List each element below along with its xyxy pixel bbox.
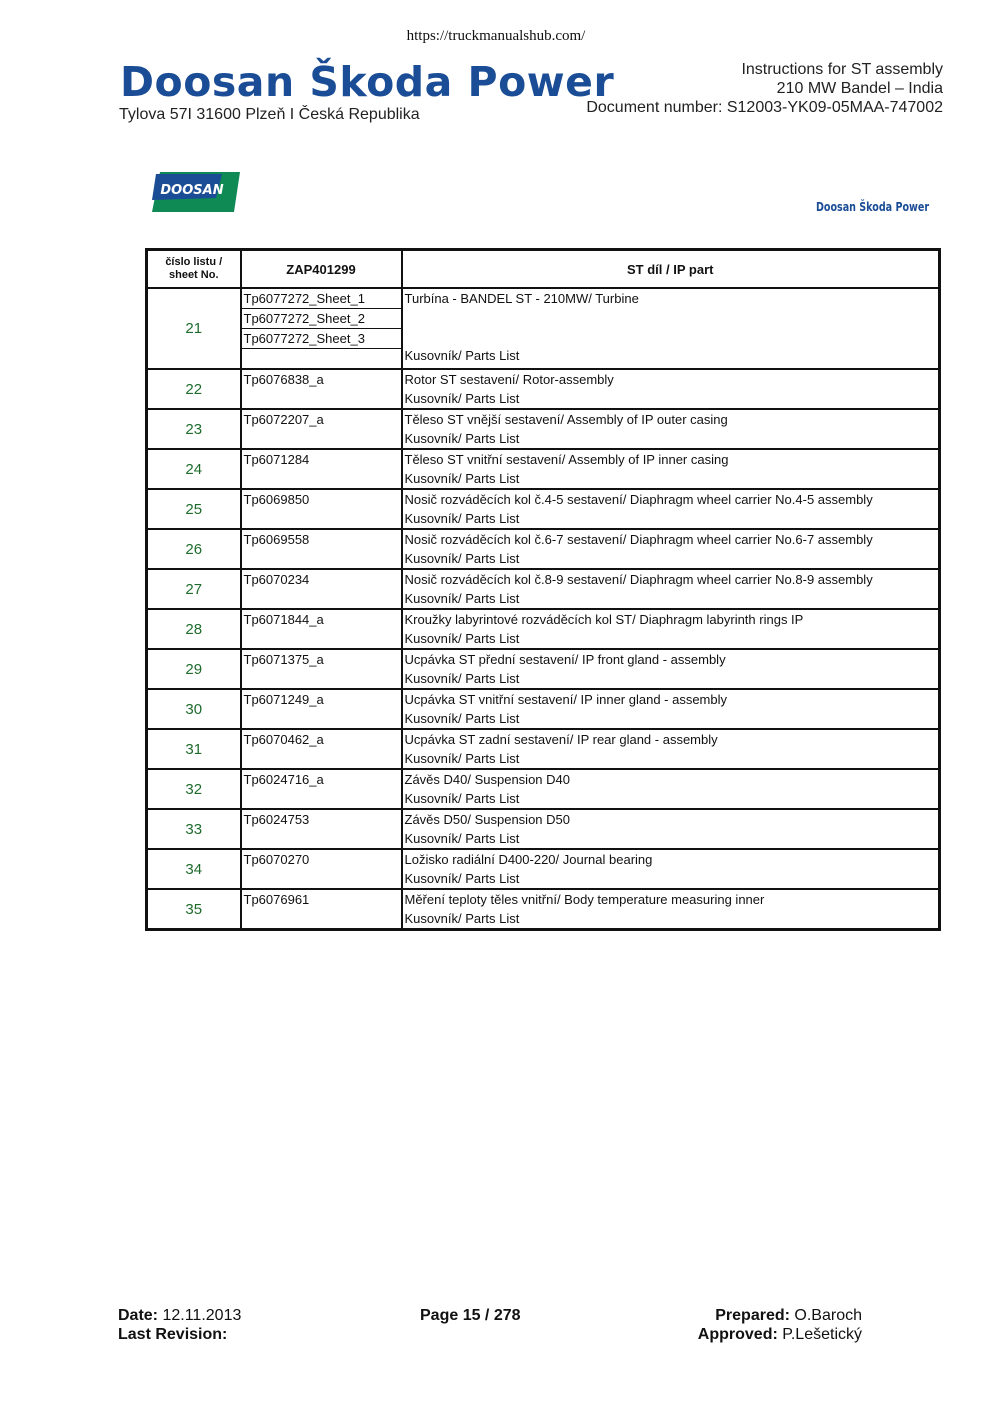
drawing-code: Tp6076838_a xyxy=(243,372,324,387)
part-title: Těleso ST vnitřní sestavení/ Assembly of IP inner casing xyxy=(404,452,729,467)
footer-dates xyxy=(118,1306,241,1344)
drawing-code: Tp6069850 xyxy=(243,492,310,507)
part-description xyxy=(402,809,940,849)
sheet-number: 29 xyxy=(147,649,241,689)
table-row xyxy=(147,449,940,489)
part-description xyxy=(402,529,940,569)
part-description xyxy=(402,609,940,649)
drawing-code-cell xyxy=(241,569,402,609)
sheet-number: 32 xyxy=(147,769,241,809)
date-value: 12.11.2013 xyxy=(162,1307,242,1324)
table-row xyxy=(147,809,940,849)
drawing-code-cell xyxy=(241,729,402,769)
header-sheet-no xyxy=(147,250,241,289)
drawing-code: Tp6071844_a xyxy=(243,612,324,627)
table-row xyxy=(147,729,940,769)
sheet-number: 33 xyxy=(147,809,241,849)
sheet-number: 30 xyxy=(147,689,241,729)
header-sheet-line1: číslo listu / xyxy=(165,256,223,268)
part-description xyxy=(402,729,940,769)
part-description xyxy=(402,489,940,529)
logo-text: DOOSAN xyxy=(160,183,224,198)
sheet-number: 26 xyxy=(147,529,241,569)
parts-list-label: Kusovník/ Parts List xyxy=(404,751,520,766)
drawing-code-cell xyxy=(241,649,402,689)
doc-project: 210 MW Bandel – India xyxy=(776,80,943,97)
table-row xyxy=(147,409,940,449)
parts-list-label: Kusovník/ Parts List xyxy=(404,791,520,806)
part-description xyxy=(402,569,940,609)
drawing-code-cell xyxy=(241,849,402,889)
approved-label: Approved: xyxy=(697,1326,778,1343)
parts-list-label: Kusovník/ Parts List xyxy=(404,671,520,686)
part-title: Ložisko radiální D400-220/ Journal bearing xyxy=(404,852,653,867)
parts-list-label: Kusovník/ Parts List xyxy=(404,911,520,926)
parts-list-label: Kusovník/ Parts List xyxy=(404,831,520,846)
revision-label: Last Revision: xyxy=(118,1326,228,1343)
part-title: Ucpávka ST přední sestavení/ IP front gland - assembly xyxy=(404,652,726,667)
part-title: Nosič rozváděcích kol č.8-9 sestavení/ Diaphragm wheel carrier No.8-9 assembly xyxy=(404,572,873,587)
prepared-value: O.Baroch xyxy=(794,1307,862,1324)
small-brand-mark: Doosan Škoda Power xyxy=(815,199,929,214)
drawing-code: Tp6070234 xyxy=(243,572,310,587)
part-title: Nosič rozváděcích kol č.4-5 sestavení/ Diaphragm wheel carrier No.4-5 assembly xyxy=(404,492,873,507)
part-title: Kroužky labyrintové rozváděcích kol ST/ Diaphragm labyrinth rings IP xyxy=(404,612,804,627)
table-row xyxy=(147,489,940,529)
table-row xyxy=(147,769,940,809)
part-title: Ucpávka ST zadní sestavení/ IP rear gland - assembly xyxy=(404,732,718,747)
source-url[interactable]: https://truckmanualshub.com/ xyxy=(406,28,586,44)
table-header-row xyxy=(147,250,940,289)
sheet-number: 34 xyxy=(147,849,241,889)
sheet-number: 27 xyxy=(147,569,241,609)
sheet-number: 24 xyxy=(147,449,241,489)
drawing-code: Tp6024753 xyxy=(243,812,310,827)
table-row xyxy=(147,849,940,889)
doc-title: Instructions for ST assembly xyxy=(741,61,943,78)
table-row xyxy=(147,689,940,729)
part-title: Rotor ST sestavení/ Rotor-assembly xyxy=(404,372,614,387)
drawing-code: Tp6070270 xyxy=(243,852,310,867)
parts-list-label: Kusovník/ Parts List xyxy=(404,471,520,486)
part-description xyxy=(402,689,940,729)
sheet-number: 35 xyxy=(147,889,241,930)
part-description xyxy=(402,849,940,889)
page-number: Page 15 / 278 xyxy=(420,1307,521,1324)
drawing-code: Tp6070462_a xyxy=(243,732,324,747)
part-description xyxy=(402,649,940,689)
drawing-code: Tp6071249_a xyxy=(243,692,324,707)
part-title: Nosič rozváděcích kol č.6-7 sestavení/ Diaphragm wheel carrier No.6-7 assembly xyxy=(404,532,873,547)
document-info xyxy=(586,60,943,117)
sheet-number: 21 xyxy=(147,288,241,369)
parts-list-label: Kusovník/ Parts List xyxy=(404,711,520,726)
drawing-code-cell xyxy=(241,489,402,529)
table-row xyxy=(147,288,940,369)
drawing-code: Tp6077272_Sheet_3 xyxy=(242,329,401,349)
company-brand: Doosan Škoda Power xyxy=(120,58,615,106)
sheet-number: 31 xyxy=(147,729,241,769)
drawing-code: Tp6071284 xyxy=(243,452,310,467)
parts-table xyxy=(145,248,941,931)
drawing-code-cell xyxy=(241,609,402,649)
drawing-code: Tp6077272_Sheet_2 xyxy=(242,309,401,329)
part-description xyxy=(402,889,940,930)
part-title: Ucpávka ST vnitřní sestavení/ IP inner gland - assembly xyxy=(404,692,728,707)
drawing-code-cell xyxy=(241,889,402,930)
sheet-number: 25 xyxy=(147,489,241,529)
drawing-code-cell xyxy=(241,449,402,489)
approved-value: P.Lešetický xyxy=(782,1326,862,1343)
header-code: ZAP401299 xyxy=(241,250,402,289)
drawing-code-cell xyxy=(241,529,402,569)
part-description xyxy=(402,369,940,409)
part-title: Závěs D40/ Suspension D40 xyxy=(404,772,570,787)
sheet-number: 28 xyxy=(147,609,241,649)
date-label: Date: xyxy=(118,1307,159,1324)
part-title: Měření teploty těles vnitřní/ Body temperature measuring inner xyxy=(404,892,765,907)
part-title: Těleso ST vnější sestavení/ Assembly of IP outer casing xyxy=(404,412,728,427)
doosan-logo xyxy=(152,170,240,219)
part-title: Závěs D50/ Suspension D50 xyxy=(404,812,570,827)
table-row xyxy=(147,889,940,930)
parts-list-label: Kusovník/ Parts List xyxy=(404,631,520,646)
part-description xyxy=(402,409,940,449)
sheet-number: 23 xyxy=(147,409,241,449)
drawing-code-cell xyxy=(241,409,402,449)
drawing-code: Tp6077272_Sheet_1 xyxy=(242,289,401,309)
part-description xyxy=(402,288,940,369)
drawing-code: Tp6076961 xyxy=(243,892,310,907)
drawing-code-cell xyxy=(241,809,402,849)
table-row xyxy=(147,649,940,689)
parts-list-label: Kusovník/ Parts List xyxy=(404,431,520,446)
table-row xyxy=(147,569,940,609)
part-description xyxy=(402,449,940,489)
part-title: Turbína - BANDEL ST - 210MW/ Turbine xyxy=(404,291,639,306)
header-part: ST díl / IP part xyxy=(402,250,940,289)
drawing-code-cell xyxy=(241,369,402,409)
drawing-codes xyxy=(241,288,402,369)
company-address: Tylova 57I 31600 Plzeň I Česká Republika xyxy=(119,106,420,123)
parts-list-label: Kusovník/ Parts List xyxy=(404,391,520,406)
drawing-code: Tp6024716_a xyxy=(243,772,324,787)
footer-signatures xyxy=(698,1306,862,1344)
prepared-label: Prepared: xyxy=(715,1307,790,1324)
drawing-code: Tp6069558 xyxy=(243,532,310,547)
drawing-code-cell xyxy=(241,689,402,729)
table-row xyxy=(147,369,940,409)
parts-list-label: Kusovník/ Parts List xyxy=(404,551,520,566)
drawing-code: Tp6071375_a xyxy=(243,652,324,667)
table-row xyxy=(147,609,940,649)
header-sheet-line2: sheet No. xyxy=(168,269,219,281)
drawing-code-empty xyxy=(242,349,401,368)
table-row xyxy=(147,529,940,569)
drawing-code: Tp6072207_a xyxy=(243,412,324,427)
parts-list-label: Kusovník/ Parts List xyxy=(404,348,520,363)
parts-list-label: Kusovník/ Parts List xyxy=(404,591,520,606)
parts-list-label: Kusovník/ Parts List xyxy=(404,871,520,886)
parts-list-label: Kusovník/ Parts List xyxy=(404,511,520,526)
part-description xyxy=(402,769,940,809)
drawing-code-cell xyxy=(241,769,402,809)
doc-number: Document number: S12003-YK09-05MAA-747002 xyxy=(586,99,943,116)
sheet-number: 22 xyxy=(147,369,241,409)
